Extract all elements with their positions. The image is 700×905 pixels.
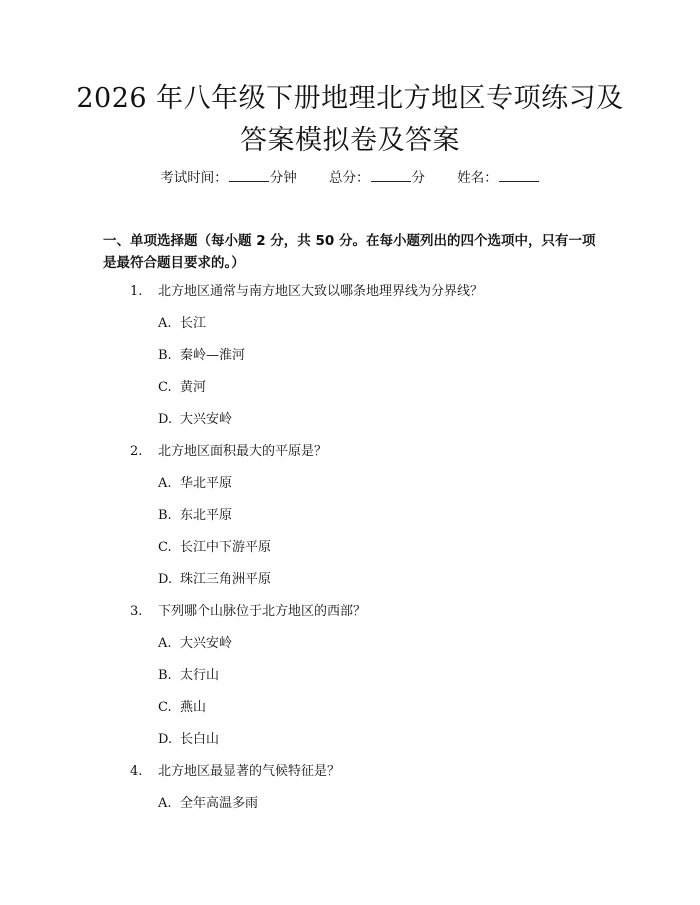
- score-label: 总分：: [329, 170, 370, 186]
- question-number: 4.: [130, 764, 143, 779]
- option-letter: C.: [158, 700, 172, 715]
- question-text: 北方地区最显著的气候特征是？: [158, 764, 341, 779]
- option-letter: B.: [158, 668, 172, 683]
- name-blank: [499, 169, 539, 182]
- option-text: 东北平原: [180, 508, 233, 523]
- question-text: 下列哪个山脉位于北方地区的西部？: [158, 604, 367, 619]
- option-letter: C.: [158, 380, 172, 395]
- question-text: 北方地区通常与南方地区大致以哪条地理界线为分界线？: [158, 284, 484, 299]
- option-text: 长白山: [180, 732, 220, 747]
- option-text: 秦岭—淮河: [180, 348, 246, 363]
- option-letter: A.: [158, 636, 172, 651]
- option-text: 华北平原: [180, 476, 233, 491]
- exam-meta: [0, 168, 700, 188]
- option-letter: A.: [158, 796, 172, 811]
- question-4: [130, 762, 340, 782]
- question-number: 2.: [130, 444, 143, 459]
- question-1: [130, 282, 483, 302]
- name-field: [457, 168, 540, 188]
- option-text: 全年高温多雨: [180, 796, 259, 811]
- option-text: 长江中下游平原: [180, 540, 272, 555]
- option-1a: [158, 314, 206, 334]
- section-heading: 一、单项选择题（每小题 2 分，共 50 分。在每小题列出的四个选项中，只有一项是最符合题目要求的。）: [103, 233, 596, 271]
- option-text: 太行山: [180, 668, 220, 683]
- option-2a: [158, 474, 232, 494]
- page-title-line-1: 2026 年八年级下册地理北方地区专项练习及: [76, 83, 624, 114]
- page-title-line-2: 答案模拟卷及答案: [240, 125, 460, 156]
- question-number: 1.: [130, 284, 143, 299]
- question-text: 北方地区面积最大的平原是？: [158, 444, 328, 459]
- question-2: [130, 442, 327, 462]
- option-letter: D.: [158, 732, 173, 747]
- option-letter: D.: [158, 412, 173, 427]
- option-letter: A.: [158, 316, 172, 331]
- question-3: [130, 602, 366, 622]
- time-blank: [229, 169, 269, 182]
- option-2d: [158, 570, 271, 590]
- option-2c: [158, 538, 271, 558]
- score-field: [329, 168, 425, 188]
- option-3a: [158, 634, 232, 654]
- time-unit: 分钟: [269, 170, 297, 186]
- score-unit: 分: [411, 170, 425, 186]
- option-text: 大兴安岭: [180, 636, 233, 651]
- option-1b: [158, 346, 245, 366]
- option-text: 珠江三角洲平原: [180, 572, 272, 587]
- option-letter: A.: [158, 476, 172, 491]
- option-text: 黄河: [180, 380, 207, 395]
- option-letter: D.: [158, 572, 173, 587]
- option-4a: [158, 794, 258, 814]
- option-3b: [158, 666, 219, 686]
- option-letter: C.: [158, 540, 172, 555]
- option-text: 燕山: [180, 700, 207, 715]
- option-1c: [158, 378, 206, 398]
- score-blank: [371, 169, 411, 182]
- option-1d: [158, 410, 232, 430]
- time-field: [160, 168, 297, 188]
- name-label: 姓名：: [457, 170, 498, 186]
- option-text: 长江: [180, 316, 207, 331]
- option-3d: [158, 730, 219, 750]
- option-3c: [158, 698, 206, 718]
- option-letter: B.: [158, 508, 172, 523]
- option-text: 大兴安岭: [180, 412, 233, 427]
- option-letter: B.: [158, 348, 172, 363]
- option-2b: [158, 506, 232, 526]
- question-number: 3.: [130, 604, 143, 619]
- time-label: 考试时间：: [160, 170, 228, 186]
